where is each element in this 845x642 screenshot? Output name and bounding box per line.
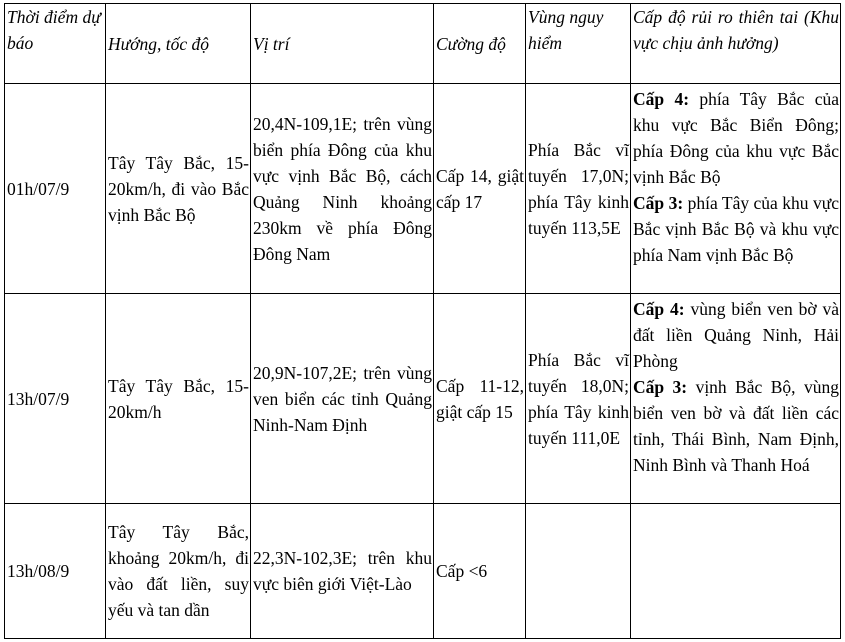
cell-risk-level [631,294,841,504]
table-row [5,84,841,294]
cell-position: 22,3N-102,3E; trên khu vực biên giới Việt-Lào [251,504,434,639]
risk-area-text: phía Tây Bắc của khu vực Bắc Biển Đông; phía Đông của khu vực Bắc vịnh Bắc Bộ [633,89,839,187]
cell-risk-level [631,504,841,639]
header-direction: Hướng, tốc độ [106,4,251,84]
forecast-table [4,3,841,639]
cell-danger-zone [526,504,631,639]
cell-intensity: Cấp <6 [434,504,526,639]
risk-item [633,86,839,190]
table-row [5,504,841,639]
header-intensity: Cường độ [434,4,526,84]
cell-intensity: Cấp 14, giật cấp 17 [434,84,526,294]
header-danger-zone: Vùng nguy hiểm [526,4,631,84]
table-row [5,294,841,504]
cell-direction: Tây Tây Bắc, khoảng 20km/h, đi vào đất liền, suy yếu và tan dần [106,504,251,639]
risk-item [633,374,839,478]
risk-area-text: vùng biển ven bờ và đất liền Quảng Ninh, Hải Phòng [633,299,840,371]
risk-area-text: vịnh Bắc Bộ, vùng biển ven bờ và đất liền các tỉnh, Thái Bình, Nam Định, Ninh Bình và Thanh Hoá [633,377,839,475]
cell-time: 01h/07/9 [5,84,106,294]
risk-level-label: Cấp 4: [633,89,690,109]
header-risk-level: Cấp độ rủi ro thiên tai (Khu vực chịu ảnh hưởng) [631,4,841,84]
risk-level-label: Cấp 4: [633,299,685,319]
cell-time: 13h/08/9 [5,504,106,639]
risk-item [633,190,839,268]
cell-danger-zone: Phía Bắc vĩ tuyến 17,0N; phía Tây kinh tuyến 113,5E [526,84,631,294]
header-position: Vị trí [251,4,434,84]
table-header-row [5,4,841,84]
cell-intensity: Cấp 11-12, giật cấp 15 [434,294,526,504]
cell-danger-zone: Phía Bắc vĩ tuyến 18,0N; phía Tây kinh tuyến 111,0E [526,294,631,504]
risk-level-label: Cấp 3: [633,377,688,397]
cell-time: 13h/07/9 [5,294,106,504]
risk-item [633,296,839,374]
risk-area-text: phía Tây của khu vực Bắc vịnh Bắc Bộ và khu vực phía Nam vịnh Bắc Bộ [633,193,839,265]
cell-position: 20,4N-109,1E; trên vùng biển phía Đông của khu vực vịnh Bắc Bộ, cách Quảng Ninh khoảng 230km về phía Đông Đông Nam [251,84,434,294]
cell-direction: Tây Tây Bắc, 15-20km/h, đi vào Bắc vịnh Bắc Bộ [106,84,251,294]
cell-direction: Tây Tây Bắc, 15-20km/h [106,294,251,504]
header-time: Thời điểm dự báo [5,4,106,84]
cell-risk-level [631,84,841,294]
cell-position: 20,9N-107,2E; trên vùng ven biển các tỉnh Quảng Ninh-Nam Định [251,294,434,504]
risk-level-label: Cấp 3: [633,193,684,213]
